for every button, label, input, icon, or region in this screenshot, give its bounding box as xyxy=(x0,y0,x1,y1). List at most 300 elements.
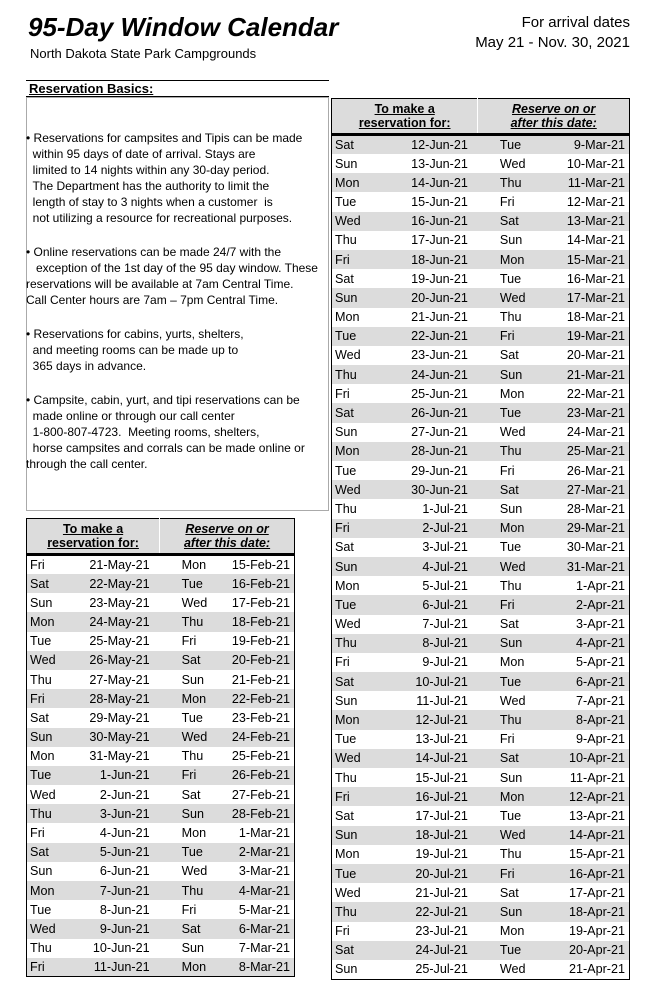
arrival-day-cell: Fri xyxy=(332,922,370,941)
arrival-day-cell: Fri xyxy=(27,823,65,842)
reserve-date-cell: 19-Feb-21 xyxy=(209,632,294,651)
arrival-day-cell: Sat xyxy=(332,269,370,288)
header-reservation-for xyxy=(332,99,478,135)
reserve-date-cell: 4-Apr-21 xyxy=(528,634,630,653)
table-row xyxy=(332,308,630,327)
table-row xyxy=(332,250,630,269)
basics-line: Call Center hours are 7am – 7pm Central Time. xyxy=(26,293,279,307)
reserve-date-cell: 1-Apr-21 xyxy=(528,576,630,595)
reserve-day-cell: Sun xyxy=(478,634,528,653)
reserve-day-cell: Tue xyxy=(499,540,522,555)
reserve-day-cell: Thu xyxy=(478,710,528,729)
reserve-date-cell: 18-Mar-21 xyxy=(528,308,630,327)
reserve-day-cell: Sat xyxy=(499,885,519,900)
arrival-date-cell: 3-Jun-21 xyxy=(65,804,160,823)
arrival-day-cell: Wed xyxy=(27,785,65,804)
table-row xyxy=(27,593,295,612)
calendar-header-row xyxy=(27,519,295,555)
arrival-date-cell: 12-Jul-21 xyxy=(370,710,478,729)
arrival-day-cell: Wed xyxy=(332,883,370,902)
table-row xyxy=(332,806,630,825)
reserve-day-cell: Tue xyxy=(160,843,210,862)
reserve-date-cell: 12-Apr-21 xyxy=(528,787,630,806)
arrival-date-cell: 4-Jul-21 xyxy=(370,557,478,576)
arrival-date-cell: 27-Jun-21 xyxy=(411,425,468,440)
reserve-day-cell: Tue xyxy=(499,271,522,286)
table-row xyxy=(332,327,630,346)
arrival-date-cell: 25-Jun-21 xyxy=(411,386,468,401)
table-row xyxy=(27,843,295,862)
arrival-day-cell: Sun xyxy=(332,960,370,979)
arrival-day-cell: Sun xyxy=(27,593,65,612)
calendar-table-left xyxy=(26,518,295,977)
page-subtitle: North Dakota State Park Campgrounds xyxy=(30,46,257,61)
arrival-day-cell: Thu xyxy=(332,768,370,787)
reserve-day-cell: Mon xyxy=(499,386,525,401)
arrival-date-cell: 7-Jul-21 xyxy=(422,617,468,632)
reserve-date-cell: 13-Apr-21 xyxy=(528,806,630,825)
table-row xyxy=(27,939,295,958)
reserve-day-cell: Tue xyxy=(499,808,522,823)
reserve-day-cell: Thu xyxy=(499,847,522,862)
reserve-date-cell: 2-Apr-21 xyxy=(528,595,630,614)
reserve-date-cell: 15-Mar-21 xyxy=(528,250,630,269)
arrival-day-cell: Thu xyxy=(332,231,370,250)
arrival-line-1: For arrival dates xyxy=(521,14,630,31)
header-col1-line1: To make a xyxy=(62,522,124,536)
arrival-date-cell: 5-Jun-21 xyxy=(65,843,160,862)
reserve-day-cell: Fri xyxy=(478,595,528,614)
reserve-date-cell: 1-Mar-21 xyxy=(209,823,294,842)
reserve-day-cell: Sat xyxy=(478,480,528,499)
reserve-day-cell: Fri xyxy=(181,902,197,917)
table-row xyxy=(27,612,295,631)
reserve-date-cell: 2-Mar-21 xyxy=(209,843,294,862)
reserve-day-cell: Wed xyxy=(160,728,210,747)
table-row xyxy=(332,691,630,710)
header-col2-line1: Reserve on or xyxy=(185,522,269,536)
table-row xyxy=(332,269,630,288)
calendar-header-row xyxy=(332,99,630,135)
reserve-date-cell: 24-Feb-21 xyxy=(209,728,294,747)
header-col1-line2: reservation for: xyxy=(47,536,139,550)
arrival-day-cell: Thu xyxy=(27,804,65,823)
table-row xyxy=(332,442,630,461)
arrival-day-cell: Sat xyxy=(332,672,370,691)
arrival-date-cell: 6-Jun-21 xyxy=(99,864,150,879)
arrival-day-cell: Thu xyxy=(332,365,370,384)
table-row xyxy=(332,960,630,979)
reserve-date-cell: 25-Mar-21 xyxy=(528,442,630,461)
header-col2-line1: Reserve on or xyxy=(511,102,596,116)
reserve-date-cell: 26-Feb-21 xyxy=(209,766,294,785)
reserve-date-cell: 19-Mar-21 xyxy=(528,327,630,346)
reserve-date-cell: 9-Apr-21 xyxy=(528,730,630,749)
table-row xyxy=(27,958,295,977)
reserve-day-cell: Mon xyxy=(160,958,210,977)
reserve-date-cell: 10-Apr-21 xyxy=(528,749,630,768)
reserve-day-cell: Sun xyxy=(499,501,523,516)
reserve-date-cell: 28-Mar-21 xyxy=(528,499,630,518)
basics-line: through the call center. xyxy=(26,457,148,471)
table-row xyxy=(27,555,295,575)
table-row xyxy=(332,710,630,729)
table-row xyxy=(332,557,630,576)
arrival-date-cell: 7-Jun-21 xyxy=(65,881,160,900)
reserve-date-cell: 8-Mar-21 xyxy=(209,958,294,977)
reserve-day-cell: Thu xyxy=(499,578,522,593)
table-row xyxy=(27,900,295,919)
arrival-day-cell: Thu xyxy=(332,902,370,921)
reserve-date-cell: 20-Mar-21 xyxy=(528,346,630,365)
table-row xyxy=(332,538,630,557)
table-row xyxy=(332,672,630,691)
arrival-day-cell: Sun xyxy=(332,423,370,442)
arrival-date-cell: 10-Jun-21 xyxy=(92,941,150,956)
arrival-day-cell: Fri xyxy=(332,653,370,672)
reserve-day-cell: Tue xyxy=(478,403,528,422)
basics-line: The Department has the authority to limit the xyxy=(26,179,270,193)
reserve-date-cell: 7-Mar-21 xyxy=(209,939,294,958)
reserve-date-cell: 9-Mar-21 xyxy=(528,135,630,155)
table-row xyxy=(332,864,630,883)
arrival-date-cell: 13-Jun-21 xyxy=(411,156,468,171)
basics-line: length of stay to 3 nights when a customer is xyxy=(26,195,273,209)
arrival-date-cell: 21-May-21 xyxy=(89,558,150,572)
reserve-day-cell: Thu xyxy=(160,612,210,631)
arrival-day-cell: Sat xyxy=(27,843,65,862)
arrival-date-cell: 30-Jun-21 xyxy=(370,480,478,499)
reserve-day-cell: Sat xyxy=(478,749,528,768)
arrival-day-cell: Tue xyxy=(332,864,370,883)
arrival-date-cell: 16-Jun-21 xyxy=(370,212,478,231)
arrival-date-cell: 6-Jul-21 xyxy=(370,595,478,614)
arrival-day-cell: Sat xyxy=(27,708,65,727)
basics-line: limited to 14 nights within any 30-day period. xyxy=(26,163,270,177)
reserve-day-cell: Fri xyxy=(478,327,528,346)
basics-line: exception of the 1st day of the 95 day window. These xyxy=(26,261,318,275)
arrival-date-cell: 29-Jun-21 xyxy=(411,463,468,478)
basics-line: • Online reservations can be made 24/7 with the xyxy=(26,245,282,259)
arrival-date-cell: 8-Jul-21 xyxy=(370,634,478,653)
reserve-date-cell: 15-Feb-21 xyxy=(209,555,294,575)
arrival-day-cell: Tue xyxy=(332,192,370,211)
reserve-day-cell: Sun xyxy=(478,902,528,921)
arrival-date-cell: 22-Jun-21 xyxy=(370,327,478,346)
arrival-date-cell: 21-Jun-21 xyxy=(411,310,468,325)
arrival-day-cell: Tue xyxy=(27,766,65,785)
header-col1-line2: reservation for: xyxy=(358,116,451,130)
header-reserve-on xyxy=(160,519,295,555)
reserve-date-cell: 16-Mar-21 xyxy=(528,269,630,288)
reserve-day-cell: Tue xyxy=(478,941,528,960)
arrival-date-cell: 8-Jun-21 xyxy=(99,902,150,917)
reserve-date-cell: 27-Mar-21 xyxy=(528,480,630,499)
basics-line: and meeting rooms can be made up to xyxy=(26,343,239,357)
reserve-date-cell: 28-Feb-21 xyxy=(209,804,294,823)
reserve-day-cell: Mon xyxy=(181,826,207,841)
arrival-day-cell: Sun xyxy=(332,154,370,173)
arrival-day-cell: Sat xyxy=(27,574,65,593)
reserve-date-cell: 8-Apr-21 xyxy=(528,710,630,729)
basics-line: 365 days in advance. xyxy=(26,359,147,373)
reserve-day-cell: Sun xyxy=(181,941,205,956)
page-title: 95-Day Window Calendar xyxy=(28,12,339,42)
reserve-date-cell: 27-Feb-21 xyxy=(209,785,294,804)
arrival-date-cell: 4-Jun-21 xyxy=(99,826,150,841)
reserve-date-cell: 5-Mar-21 xyxy=(209,900,294,919)
arrival-date-cell: 11-Jul-21 xyxy=(416,693,468,708)
arrival-day-cell: Wed xyxy=(27,651,65,670)
arrival-day-cell: Wed xyxy=(332,212,370,231)
reserve-day-cell: Wed xyxy=(181,595,208,610)
reserve-day-cell: Sun xyxy=(478,365,528,384)
arrival-date-cell: 15-Jun-21 xyxy=(411,194,468,209)
reservation-basics-heading-text: Reservation Basics: xyxy=(29,81,154,96)
basics-line: • Campsite, cabin, yurt, and tipi reservations can be xyxy=(26,393,300,407)
reserve-date-cell: 13-Mar-21 xyxy=(528,212,630,231)
arrival-date-cell: 17-Jun-21 xyxy=(411,233,468,248)
arrival-date-cell: 25-May-21 xyxy=(89,634,150,649)
reserve-date-cell: 19-Apr-21 xyxy=(528,922,630,941)
table-row xyxy=(332,883,630,902)
reserve-date-cell: 16-Feb-21 xyxy=(209,574,294,593)
arrival-date-cell: 24-Jul-21 xyxy=(370,941,478,960)
table-row xyxy=(332,787,630,806)
reserve-date-cell: 11-Apr-21 xyxy=(528,768,630,787)
basics-line: within 95 days of date of arrival. Stays are xyxy=(26,147,256,161)
reserve-day-cell: Fri xyxy=(499,732,515,747)
arrival-day-cell: Fri xyxy=(332,250,370,269)
reserve-day-cell: Wed xyxy=(478,826,528,845)
basics-paragraph-3 xyxy=(26,326,336,374)
table-row xyxy=(27,670,295,689)
arrival-date-cell: 24-May-21 xyxy=(65,612,160,631)
header-col2-line2: after this date: xyxy=(183,536,271,550)
reserve-date-cell: 18-Apr-21 xyxy=(528,902,630,921)
reserve-date-cell: 4-Mar-21 xyxy=(209,881,294,900)
reservation-basics-heading xyxy=(26,80,329,97)
table-row xyxy=(332,749,630,768)
table-row xyxy=(332,615,630,634)
arrival-day-cell: Tue xyxy=(332,327,370,346)
arrival-range xyxy=(475,13,630,53)
arrival-day-cell: Sun xyxy=(27,862,65,881)
reserve-day-cell: Sat xyxy=(160,651,210,670)
basics-line: not utilizing a resource for recreational purposes. xyxy=(26,211,293,225)
reserve-date-cell: 16-Apr-21 xyxy=(528,864,630,883)
reserve-day-cell: Fri xyxy=(160,766,210,785)
table-row xyxy=(332,288,630,307)
arrival-date-cell: 19-Jul-21 xyxy=(415,847,468,862)
table-row xyxy=(332,384,630,403)
reserve-day-cell: Thu xyxy=(160,881,210,900)
arrival-day-cell: Sat xyxy=(332,403,370,422)
table-row xyxy=(332,480,630,499)
reserve-day-cell: Mon xyxy=(181,558,207,572)
arrival-day-cell: Mon xyxy=(27,612,65,631)
arrival-date-cell: 22-Jul-21 xyxy=(370,902,478,921)
reserve-date-cell: 23-Feb-21 xyxy=(209,708,294,727)
arrival-date-cell: 26-May-21 xyxy=(65,651,160,670)
arrival-date-cell: 28-Jun-21 xyxy=(370,442,478,461)
reserve-day-cell: Wed xyxy=(478,288,528,307)
table-row xyxy=(332,403,630,422)
reserve-day-cell: Mon xyxy=(499,924,525,939)
table-row xyxy=(332,135,630,155)
arrival-date-cell: 28-May-21 xyxy=(65,689,160,708)
reserve-day-cell: Wed xyxy=(181,864,208,879)
arrival-date-cell: 30-May-21 xyxy=(65,728,160,747)
arrival-date-cell: 5-Jul-21 xyxy=(422,578,468,593)
arrival-day-cell: Thu xyxy=(27,670,65,689)
arrival-date-cell: 1-Jul-21 xyxy=(422,501,468,516)
arrival-date-cell: 16-Jul-21 xyxy=(370,787,478,806)
reserve-date-cell: 21-Feb-21 xyxy=(209,670,294,689)
arrival-date-cell: 14-Jul-21 xyxy=(370,749,478,768)
arrival-date-cell: 2-Jun-21 xyxy=(99,787,150,802)
table-row xyxy=(332,365,630,384)
table-row xyxy=(27,632,295,651)
arrival-date-cell: 23-May-21 xyxy=(89,595,150,610)
reserve-date-cell: 26-Mar-21 xyxy=(528,461,630,480)
arrival-day-cell: Sun xyxy=(332,288,370,307)
table-row xyxy=(332,423,630,442)
arrival-day-cell: Mon xyxy=(332,576,370,595)
arrival-day-cell: Sat xyxy=(332,538,370,557)
reserve-date-cell: 21-Apr-21 xyxy=(528,960,630,979)
reserve-date-cell: 18-Feb-21 xyxy=(209,612,294,631)
table-row xyxy=(332,653,630,672)
basics-paragraph-1 xyxy=(26,130,336,226)
basics-line: • Reservations for cabins, yurts, shelters, xyxy=(26,327,244,341)
reserve-day-cell: Fri xyxy=(499,194,515,209)
table-row xyxy=(27,728,295,747)
reserve-date-cell: 21-Mar-21 xyxy=(528,365,630,384)
reserve-day-cell: Sat xyxy=(160,919,210,938)
reserve-date-cell: 31-Mar-21 xyxy=(528,557,630,576)
arrival-day-cell: Sun xyxy=(27,728,65,747)
reserve-day-cell: Mon xyxy=(478,519,528,538)
arrival-date-cell: 3-Jul-21 xyxy=(422,540,468,555)
reserve-day-cell: Tue xyxy=(478,672,528,691)
arrival-date-cell: 17-Jul-21 xyxy=(415,808,468,823)
table-row xyxy=(27,689,295,708)
reserve-date-cell: 6-Apr-21 xyxy=(528,672,630,691)
calendar-table-right xyxy=(331,98,630,980)
arrival-date-cell: 11-Jun-21 xyxy=(65,958,160,977)
arrival-day-cell: Fri xyxy=(27,555,65,575)
table-row xyxy=(332,634,630,653)
arrival-date-cell: 9-Jun-21 xyxy=(65,919,160,938)
arrival-day-cell: Sat xyxy=(332,941,370,960)
reserve-day-cell: Wed xyxy=(499,425,526,440)
reserve-day-cell: Thu xyxy=(478,442,528,461)
reserve-day-cell: Wed xyxy=(499,156,526,171)
reserve-date-cell: 17-Feb-21 xyxy=(209,593,294,612)
arrival-date-cell: 9-Jul-21 xyxy=(422,655,468,670)
reserve-day-cell: Sun xyxy=(160,804,210,823)
reserve-day-cell: Tue xyxy=(160,574,210,593)
table-row xyxy=(27,919,295,938)
reserve-day-cell: Thu xyxy=(478,173,528,192)
basics-line: made online or through our call center xyxy=(26,409,235,423)
reserve-day-cell: Sat xyxy=(499,617,519,632)
reservation-basics-text xyxy=(26,130,336,490)
arrival-date-cell: 10-Jul-21 xyxy=(370,672,478,691)
arrival-day-cell: Mon xyxy=(332,845,370,864)
reserve-day-cell: Fri xyxy=(181,634,197,649)
reserve-date-cell: 14-Mar-21 xyxy=(528,231,630,250)
arrival-day-cell: Fri xyxy=(332,519,370,538)
reserve-day-cell: Tue xyxy=(181,710,203,725)
arrival-date-cell: 18-Jul-21 xyxy=(370,826,478,845)
arrival-day-cell: Wed xyxy=(332,480,370,499)
arrival-day-cell: Mon xyxy=(332,173,370,192)
reserve-day-cell: Sun xyxy=(499,770,523,785)
table-row xyxy=(332,499,630,518)
arrival-day-cell: Tue xyxy=(332,461,370,480)
arrival-day-cell: Thu xyxy=(332,499,370,518)
table-row xyxy=(332,768,630,787)
reserve-date-cell: 25-Feb-21 xyxy=(209,747,294,766)
arrival-day-cell: Tue xyxy=(332,730,370,749)
reserve-date-cell: 11-Mar-21 xyxy=(528,173,630,192)
arrival-day-cell: Sun xyxy=(332,557,370,576)
basics-line: • Reservations for campsites and Tipis can be made xyxy=(26,131,303,145)
table-row xyxy=(332,576,630,595)
table-row xyxy=(332,826,630,845)
arrival-day-cell: Mon xyxy=(27,747,65,766)
reserve-date-cell: 22-Mar-21 xyxy=(528,384,630,403)
reserve-date-cell: 20-Apr-21 xyxy=(528,941,630,960)
reserve-day-cell: Wed xyxy=(499,693,526,708)
table-row xyxy=(332,212,630,231)
table-row xyxy=(332,519,630,538)
reserve-date-cell: 3-Mar-21 xyxy=(209,862,294,881)
header-reservation-for xyxy=(27,519,160,555)
header-col1-line1: To make a xyxy=(374,102,435,116)
arrival-day-cell: Fri xyxy=(332,384,370,403)
table-row xyxy=(332,902,630,921)
arrival-day-cell: Wed xyxy=(27,919,65,938)
header-col2-line2: after this date: xyxy=(510,116,597,130)
arrival-day-cell: Tue xyxy=(332,595,370,614)
arrival-day-cell: Wed xyxy=(332,346,370,365)
table-row xyxy=(27,747,295,766)
arrival-date-cell: 20-Jul-21 xyxy=(370,864,478,883)
reserve-date-cell: 24-Mar-21 xyxy=(528,423,630,442)
table-row xyxy=(332,730,630,749)
reserve-day-cell: Mon xyxy=(478,787,528,806)
arrival-date-cell: 22-May-21 xyxy=(65,574,160,593)
arrival-day-cell: Thu xyxy=(332,634,370,653)
reserve-day-cell: Sun xyxy=(181,672,205,687)
reserve-date-cell: 6-Mar-21 xyxy=(209,919,294,938)
reserve-date-cell: 22-Feb-21 xyxy=(209,689,294,708)
reserve-date-cell: 15-Apr-21 xyxy=(528,845,630,864)
reserve-date-cell: 23-Mar-21 xyxy=(528,403,630,422)
reserve-date-cell: 30-Mar-21 xyxy=(528,538,630,557)
arrival-date-cell: 23-Jul-21 xyxy=(415,924,468,939)
arrival-day-cell: Tue xyxy=(27,900,65,919)
arrival-day-cell: Wed xyxy=(332,615,370,634)
reserve-day-cell: Sun xyxy=(499,233,523,248)
reserve-date-cell: 20-Feb-21 xyxy=(209,651,294,670)
arrival-day-cell: Sat xyxy=(332,806,370,825)
arrival-date-cell: 26-Jun-21 xyxy=(370,403,478,422)
arrival-date-cell: 24-Jun-21 xyxy=(370,365,478,384)
